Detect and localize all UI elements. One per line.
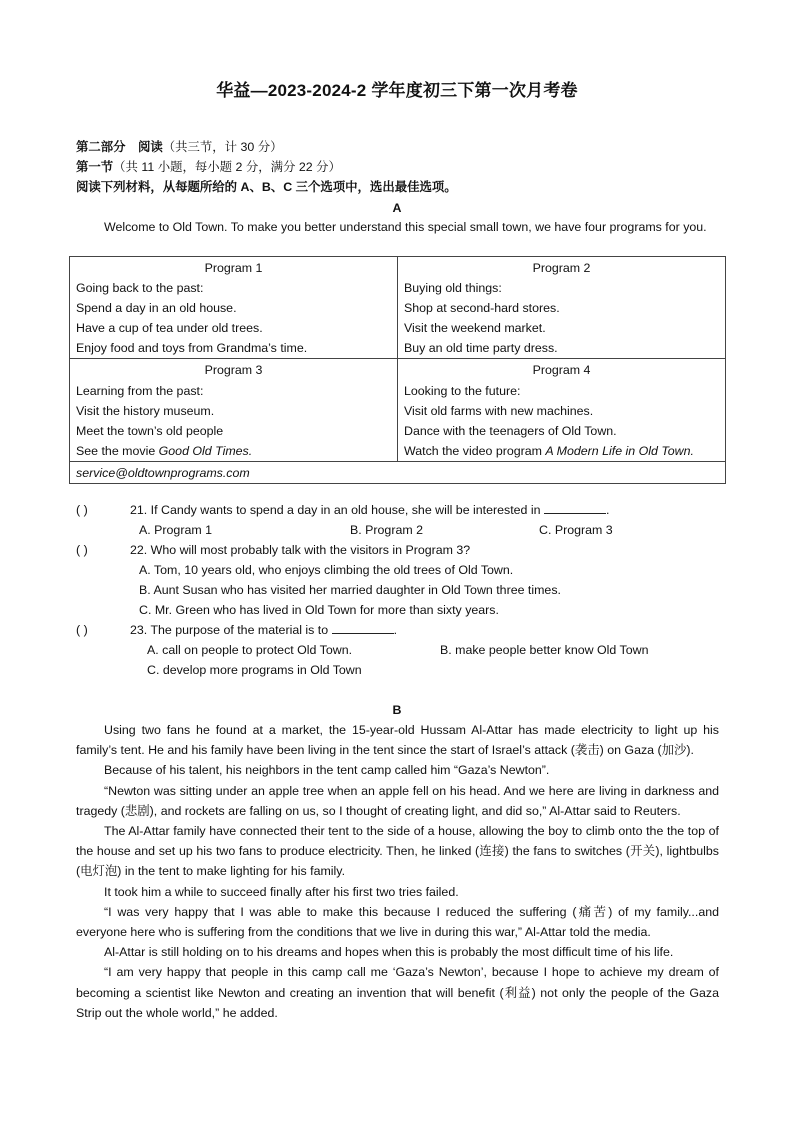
option-21-b[interactable]: B. Program 2 <box>350 523 423 537</box>
option-23-a[interactable]: A. call on people to protect Old Town. <box>147 643 353 657</box>
program-3-line <box>76 441 391 461</box>
program-2-line: Visit the weekend market. <box>404 321 546 336</box>
program-3-heading: Program 3 <box>204 363 263 378</box>
passage-b-paragraph: “Newton was sitting under an apple tree when an apple fell on his head. And we here are living in darkness and tragedy (悲剧), and rockets are falling on us, so I thought of creating light, and did so,” Al-Attar said to Reuters. <box>76 783 719 818</box>
program-3-line: Learning from the past: <box>76 383 204 398</box>
passage-b-body <box>76 720 719 1023</box>
program-4-line <box>404 441 719 461</box>
program-1-line: Spend a day in an old house. <box>76 301 237 316</box>
question-end: . <box>393 623 398 637</box>
question-22 <box>76 540 470 560</box>
option-21-c[interactable]: C. Program 3 <box>539 523 613 537</box>
video-title: A Modern Life in Old Town. <box>545 443 694 458</box>
program-2-heading: Program 2 <box>532 261 591 275</box>
option-22-a[interactable]: A. Tom, 10 years old, who enjoys climbing the old trees of Old Town. <box>139 563 514 577</box>
program-4-line: Dance with the teenagers of Old Town. <box>404 423 617 438</box>
program-4-cell <box>398 359 726 461</box>
section-heading <box>76 157 341 177</box>
passage-b-label: B <box>392 703 402 717</box>
option-21-a[interactable]: A. Program 1 <box>139 523 212 537</box>
answer-paren[interactable]: ( ) <box>76 503 88 517</box>
program-1-line: Going back to the past: <box>76 281 204 296</box>
program-3-line: Meet the town’s old people <box>76 423 224 438</box>
option-22-b[interactable]: B. Aunt Susan who has visited her married daughter in Old Town three times. <box>139 583 561 597</box>
question-end: . <box>605 503 610 517</box>
page-title: 华益—2023-2024-2 学年度初三下第一次月考卷 <box>216 81 578 100</box>
answer-paren[interactable]: ( ) <box>76 543 88 557</box>
question-text: 22. Who will most probably talk with the visitors in Program 3? <box>130 543 471 557</box>
option-22-c[interactable]: C. Mr. Green who has lived in Old Town for more than sixty years. <box>139 603 499 617</box>
option-23-c[interactable]: C. develop more programs in Old Town <box>147 663 362 677</box>
contact-cell <box>70 461 726 483</box>
passage-b-paragraph: “I was very happy that I was able to make this because I reduced the suffering (痛苦) of my family...and everyone here who is suffering from the conditions that we live in during this war,” Al-Attar told the media. <box>76 904 719 940</box>
passage-b-paragraph: Using two fans he found at a market, the 15-year-old Hussam Al-Attar has made electricity to light up his family’s tent. He and his family have been living in the tent since the start of Israel’s attack (袭击) on Gaza (加沙). <box>76 723 719 758</box>
passage-b-paragraph: Al-Attar is still holding on to his dreams and hopes when this is probably the most difficult time of his life. <box>104 945 674 960</box>
program-3-last-prefix: See the movie <box>76 443 159 458</box>
answer-blank[interactable] <box>544 501 606 514</box>
passage-a-label: A <box>392 201 402 215</box>
section-label: 第一节 <box>76 160 114 174</box>
program-1-line: Enjoy food and toys from Grandma’s time. <box>76 341 308 356</box>
question-21 <box>76 500 609 520</box>
program-2-line: Shop at second-hard stores. <box>404 301 560 316</box>
program-table <box>69 256 726 484</box>
passage-b-paragraph: “I am very happy that people in this camp call me ‘Gaza’s Newton’, because I hope to achieve my dream of becoming a scientist like Newton and creating an invention that will benefit (利益) not only the people of the Gaza Strip out the whole world,” he added. <box>76 965 719 1020</box>
question-text: 21. If Candy wants to spend a day in an old house, she will be interested in <box>130 503 541 517</box>
option-23-b[interactable]: B. make people better know Old Town <box>440 643 649 657</box>
program-3-line: Visit the history museum. <box>76 403 215 418</box>
question-text: 23. The purpose of the material is to <box>130 623 329 637</box>
program-1-line: Have a cup of tea under old trees. <box>76 321 263 336</box>
program-2-line: Buy an old time party dress. <box>404 341 558 356</box>
program-4-heading: Program 4 <box>532 363 591 378</box>
passage-b-paragraph: The Al-Attar family have connected their tent to the side of a house, allowing the boy to climb onto the the top of the house and set up his two fans to produce electricity. Then, he linked (连接) the fans to switches (开关), lightbulbs (电灯泡) in the tent to make lighting for his family. <box>76 824 719 879</box>
instruction: 阅读下列材料，从每题所给的 A、B、C 三个选项中，选出最佳选项。 <box>76 180 457 194</box>
passage-b-paragraph: It took him a while to succeed finally after his first two tries failed. <box>104 884 459 899</box>
program-2-line: Buying old things: <box>404 281 502 296</box>
contact-email: service@oldtownprograms.com <box>76 465 250 480</box>
answer-paren[interactable]: ( ) <box>76 623 88 637</box>
part-label: 第二部分 阅读 <box>76 140 163 154</box>
part-heading <box>76 137 283 157</box>
program-4-line: Visit old farms with new machines. <box>404 403 594 418</box>
question-23 <box>76 620 397 640</box>
program-2-cell <box>398 257 726 359</box>
program-1-heading: Program 1 <box>204 261 263 275</box>
passage-a-intro: Welcome to Old Town. To make you better understand this special small town, we have four programs for you. <box>104 220 707 234</box>
program-3-cell <box>70 359 398 461</box>
answer-blank[interactable] <box>332 621 394 634</box>
program-1-cell <box>70 257 398 359</box>
program-4-last-prefix: Watch the video program <box>404 443 546 458</box>
movie-title: Good Old Times. <box>158 443 253 458</box>
part-note: （共三节，计 30 分） <box>162 140 283 154</box>
passage-b-paragraph: Because of his talent, his neighbors in the tent camp called him “Gaza’s Newton”. <box>104 763 550 778</box>
program-4-line: Looking to the future: <box>404 383 521 398</box>
section-note: （共 11 小题，每小题 2 分，满分 22 分） <box>113 160 341 174</box>
